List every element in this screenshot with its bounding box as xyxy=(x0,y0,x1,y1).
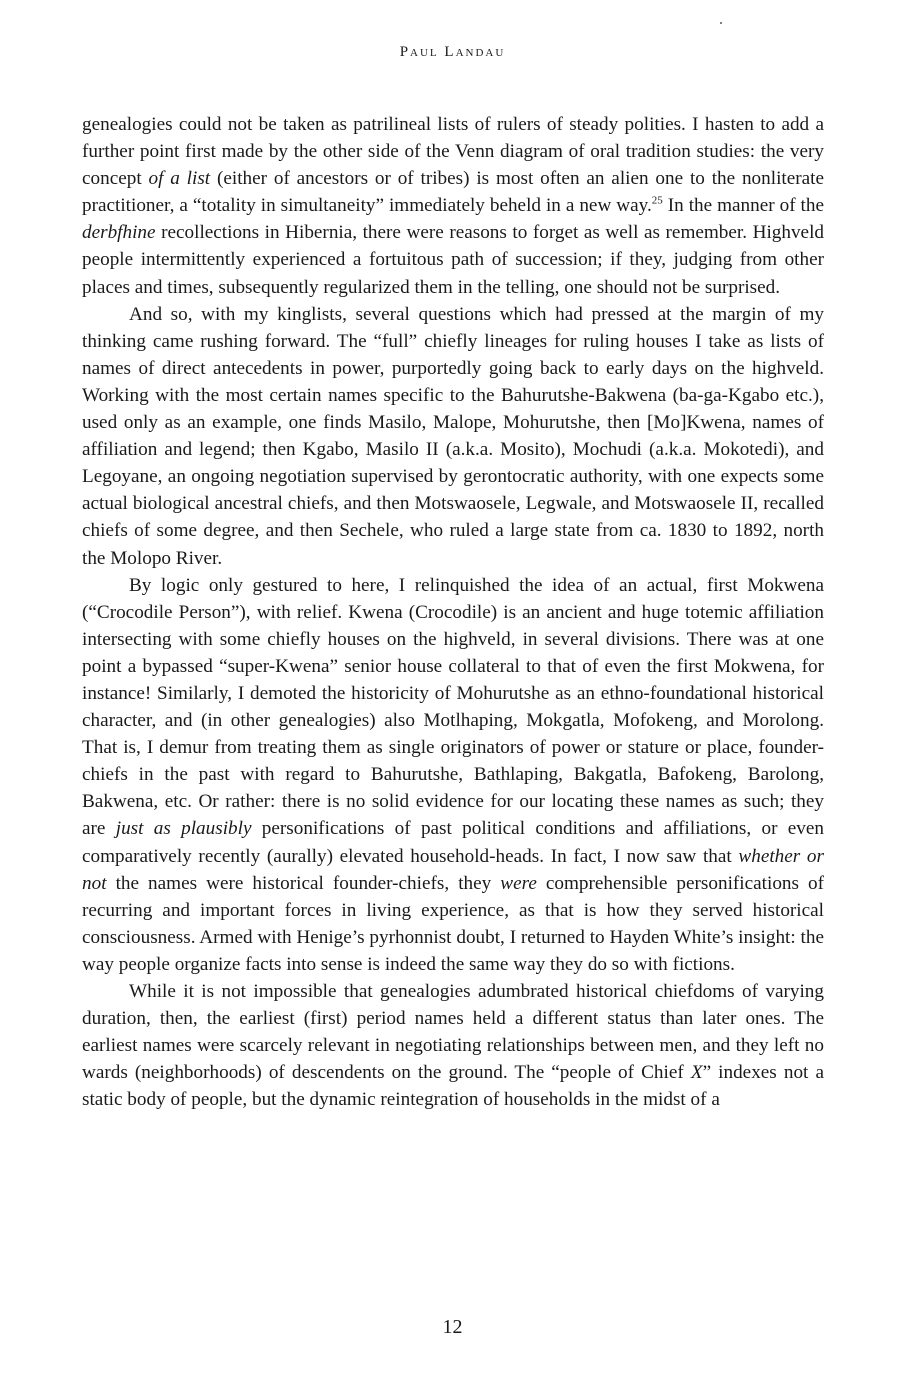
italic-phrase: derbfhine xyxy=(82,222,156,244)
italic-phrase: of a list xyxy=(148,168,211,190)
paragraph xyxy=(82,572,824,978)
stray-ink-dot xyxy=(720,22,722,24)
paragraph xyxy=(82,301,824,572)
text-run: While it is not impossible that genealogies adumbrated historical chiefdoms of varying duration, then, the earliest (first) period names held a different status than later ones. The earliest names were scarcely relevant in negotiating relationships between men, and they left no wards (neighborhoods) of descendents on the ground. The “people of Chief xyxy=(82,981,824,1084)
text-run: genealogies could not be taken as patrilineal lists of rulers of steady polities. I hasten to add a further point first made by the other side of the Venn diagram of oral tradition studies: the very concept xyxy=(82,114,824,190)
italic-phrase: were xyxy=(500,872,537,894)
body-text xyxy=(82,111,824,1113)
paragraph xyxy=(82,111,824,301)
text-run: personifications of past political conditions and affiliations, or even comparatively recently (aurally) elevated household-heads. In fact, I now saw that xyxy=(82,818,824,867)
text-run: (either of ancestors or of tribes) is most often an alien one to the nonliterate practitioner, a “totality in simultaneity” immediately beheld in a new way. xyxy=(82,168,824,217)
running-head: Paul Landau xyxy=(399,44,506,60)
italic-phrase: just as plausibly xyxy=(115,818,252,840)
text-run: And so, with my kinglists, several questions which had pressed at the margin of my thinking came rushing forward. The “full” chiefly lineages for ruling houses I take as lists of names of direct antecedents in power, purportedly going back to early days on the highveld. Working with the most certain names specific to the Bahurutshe-Bakwena (ba-ga-Kgabo etc.), used only as an example, one finds Masilo, Malope, Mohurutshe, then [Mo]Kwena, names of affiliation and legend; then Kgabo, Masilo II (a.k.a. Mosito), Mochudi (a.k.a. Mokotedi), and Legoyane, an ongoing negotiation supervised by gerontocratic authority, with one expects some actual biological ancestral chiefs, and then Motswaosele, Legwale, and Motswaosele II, recalled chiefs of some degree, and then Sechele, who ruled a large state from ca. 1830 to 1892, north the Molopo River. xyxy=(82,303,824,569)
text-run: the names were historical founder-chiefs, they xyxy=(106,872,501,894)
page-number: 12 xyxy=(442,1316,463,1338)
paragraph xyxy=(82,978,824,1113)
text-run: recollections in Hibernia, there were reasons to forget as well as remember. Highveld people intermittently experienced a fortuitous path of succession; if they, judging from other places and times, subsequently regularized them in the telling, one should not be surprised. xyxy=(82,222,824,298)
text-run: ” indexes not a static body of people, but the dynamic reintegration of households in the midst of a xyxy=(82,1062,824,1111)
footnote-ref: 25 xyxy=(651,194,663,207)
text-run: comprehensible personifications of recurring and important forces in living experience, as that is how they served historical consciousness. Armed with Henige’s pyrhonnist doubt, I returned to Hayden White’s insight: the way people organize facts into sense is indeed the same way they do so with fictions. xyxy=(82,872,824,975)
text-run: By logic only gestured to here, I relinquished the idea of an actual, first Mokwena (“Crocodile Person”), with relief. Kwena (Crocodile) is an ancient and huge totemic affiliation intersecting with some chiefly houses on the highveld, in several divisions. There was at one point a bypassed “super-Kwena” senior house collateral to that of even the first Mokwena, for instance! Similarly, I demoted the historicity of Mohurutshe as an ethno-foundational historical character, and (in other genealogies) also Motlhaping, Mokgatla, Mofokeng, and Morolong. That is, I demur from treating them as single originators of power or stature or place, founder-chiefs in the past with regard to Bahurutshe, Bathlaping, Bakgatla, Bafokeng, Barolong, Bakwena, etc. Or rather: there is no solid evidence for our locating these names as such; they are xyxy=(82,574,824,840)
italic-phrase: whether or not xyxy=(82,845,824,894)
italic-phrase: X xyxy=(690,1062,703,1084)
text-run: In the manner of the xyxy=(662,195,824,217)
